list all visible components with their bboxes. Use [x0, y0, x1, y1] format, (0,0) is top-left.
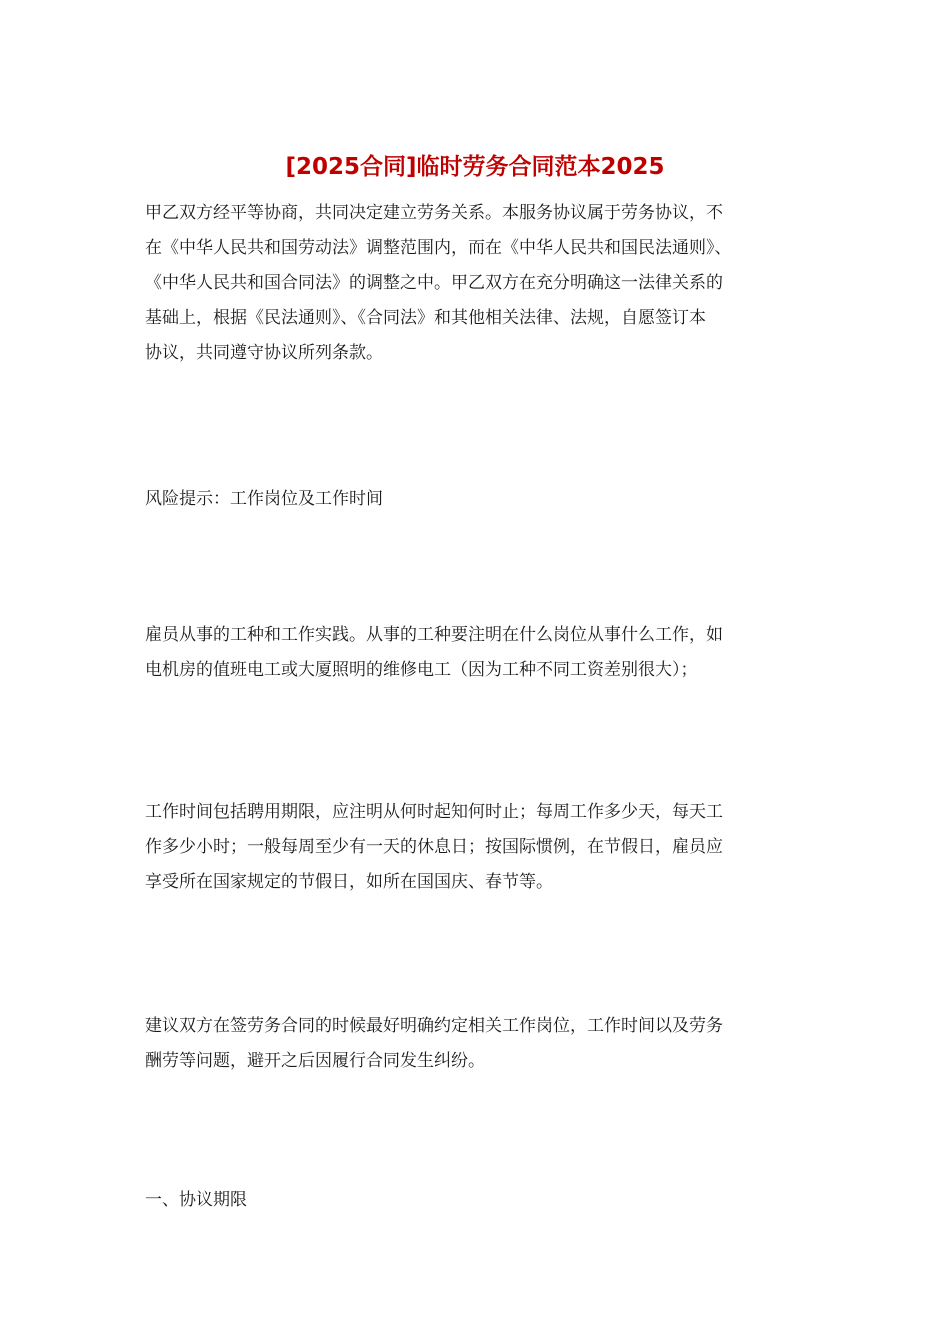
advice-line-2: 酬劳等问题，避开之后因履行合同发生纠纷。 [145, 1051, 485, 1071]
risk-heading: 风险提示：工作岗位及工作时间 [145, 489, 383, 509]
advice-paragraph [145, 1009, 807, 1079]
intro-line-3: 《中华人民共和国合同法》的调整之中。甲乙双方在充分明确这一法律关系的 [145, 273, 723, 293]
intro-paragraph [145, 196, 807, 371]
section-heading-term: 一、协议期限 [145, 1190, 247, 1210]
intro-line-2: 在《中华人民共和国劳动法》调整范围内，而在《中华人民共和国民法通则》、 [145, 238, 732, 258]
work-time-line-2: 作多少小时；一般每周至少有一天的休息日；按国际惯例，在节假日，雇员应 [145, 837, 723, 857]
intro-line-1: 甲乙双方经平等协商，共同决定建立劳务关系。本服务协议属于劳务协议，不 [145, 203, 723, 223]
work-time-paragraph [145, 795, 807, 900]
work-time-line-3: 享受所在国家规定的节假日，如所在国国庆、春节等。 [145, 872, 553, 892]
work-type-line-1: 雇员从事的工种和工作实践。从事的工种要注明在什么岗位从事什么工作，如 [145, 625, 723, 645]
work-type-paragraph [145, 618, 807, 688]
document-title: [2025合同]临时劳务合同范本2025 [285, 154, 665, 180]
intro-line-5: 协议，共同遵守协议所列条款。 [145, 343, 383, 363]
advice-line-1: 建议双方在签劳务合同的时候最好明确约定相关工作岗位，工作时间以及劳务 [145, 1016, 723, 1036]
work-time-line-1: 工作时间包括聘用期限，应注明从何时起知何时止；每周工作多少天，每天工 [145, 802, 723, 822]
intro-line-4: 基础上，根据《民法通则》、《合同法》和其他相关法律、法规，自愿签订本 [145, 308, 706, 328]
work-type-line-2: 电机房的值班电工或大厦照明的维修电工（因为工种不同工资差别很大）； [145, 660, 698, 680]
